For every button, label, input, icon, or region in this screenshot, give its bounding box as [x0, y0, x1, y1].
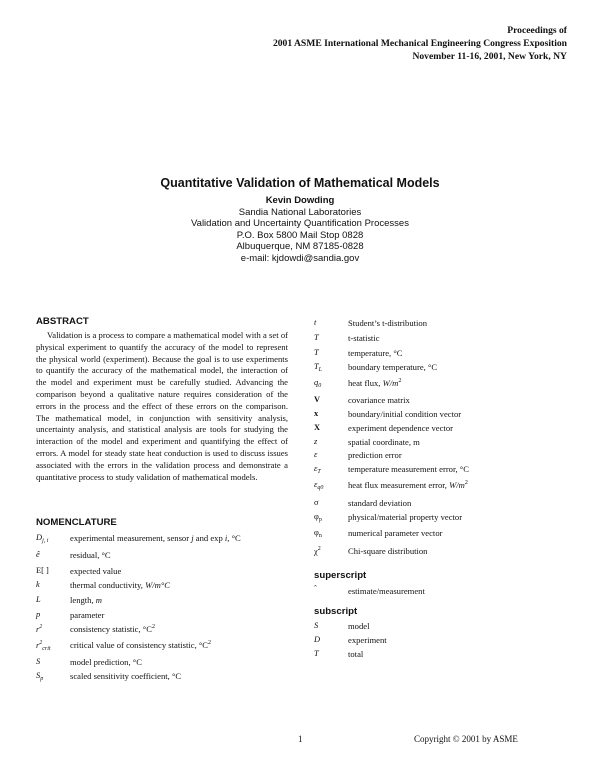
nom-symbol: $D_{j, i}$ [36, 533, 49, 544]
proceedings-header [273, 24, 567, 63]
nom-desc: total [348, 649, 364, 659]
nom-desc: covariance matrix [348, 395, 410, 405]
nom-desc: Student’s t-distribution [348, 318, 428, 328]
nom-symbol: $r^2_{crit}$ [36, 640, 51, 652]
nom-symbol: ε [314, 450, 318, 459]
nom-desc: standard deviation [348, 498, 412, 508]
nom-desc: Chi-square distribution [348, 546, 428, 556]
author-dept: Validation and Uncertainty Quantification Processes [191, 218, 409, 230]
nom-desc: residual, °C [70, 550, 111, 560]
nom-symbol: x [314, 409, 319, 418]
nom-desc: model [348, 621, 370, 631]
nom-desc: numerical parameter vector [348, 528, 443, 538]
abstract-text: Validation is a process to compare a mathematical model with a set of physical experiment to quantify the accuracy of the model to represent the physical world (experiment). Because the goal is to use experiments to quantify the accuracy of the mathematical model, the interaction of the model and experiment must be carefully studied. Advancing the comparison beyond a qualitative nature requires consideration of the errors in the process and the effect of these errors on the comparison. The mathematical model, in conjunction with sensitivity analysis, uncertainty analysis, and statistical analysis are tools for studying the interaction of the model and experiment and quantifying the effect of errors. A model for steady state heat conduction is used to discuss issues associated with the errors in the validation process and demonstrate a quantitative process to study validation of mathematical models. [36, 330, 288, 482]
nom-symbol: $\varepsilon_{q0}$ [314, 480, 324, 491]
nom-symbol: σ [314, 498, 319, 507]
nom-desc: estimate/measurement [348, 586, 425, 596]
proceedings-line-2: 2001 ASME International Mechanical Engineering Congress Exposition [272, 38, 567, 49]
nom-symbol: T [314, 649, 319, 658]
nom-symbol: k [36, 580, 40, 589]
nom-desc: parameter [70, 610, 105, 620]
abstract-heading: ABSTRACT [36, 316, 89, 327]
nomenclature-heading: NOMENCLATURE [36, 517, 117, 528]
copyright: Copyright © 2001 by ASME [414, 734, 518, 744]
nom-desc: length, m [70, 595, 102, 605]
page-number: 1 [298, 734, 303, 744]
nom-desc: model prediction, °C [70, 657, 142, 667]
author-name: Kevin Dowding [265, 195, 335, 206]
superscript-heading: superscript [314, 570, 367, 581]
author-block [0, 195, 600, 265]
nom-desc: experimental measurement, sensor j and exp i, °C [70, 533, 241, 543]
nom-desc: prediction error [348, 450, 402, 460]
author-org: Sandia National Laboratories [238, 206, 362, 218]
nom-desc: boundary temperature, °C [348, 362, 438, 372]
subscript-heading: subscript [314, 606, 358, 617]
nom-desc: temperature measurement error, °C [348, 464, 469, 474]
author-city: Albuquerque, NM 87185-0828 [236, 241, 364, 253]
nom-symbol: z [314, 437, 318, 446]
nom-symbol: D [314, 635, 321, 644]
author-email: e-mail: kjdowdi@sandia.gov [240, 252, 360, 264]
nom-desc: boundary/initial condition vector [348, 409, 462, 419]
nom-symbol: $q_0$ [314, 378, 322, 389]
nom-symbol: t [314, 318, 317, 327]
author-address: P.O. Box 5800 Mail Stop 0828 [236, 229, 364, 241]
paper-title: Quantitative Validation of Mathematical Models [160, 176, 440, 190]
nom-symbol: $T_L$ [314, 362, 323, 373]
nom-symbol: $\varepsilon_T$ [314, 464, 321, 475]
nom-desc: physical/material property vector [348, 512, 463, 522]
nom-symbol: $r^2$ [36, 624, 43, 634]
nom-desc: temperature, °C [348, 348, 403, 358]
nom-desc: experiment dependence vector [348, 423, 453, 433]
proceedings-line-3: November 11-16, 2001, New York, NY [412, 51, 567, 62]
nom-desc: heat flux, $W/m^2$ [348, 378, 402, 388]
nom-desc: spatial coordinate, m [348, 437, 420, 447]
nom-symbol: E[ ] [36, 566, 49, 575]
nom-desc: consistency statistic, $^\circ C^2$ [70, 624, 155, 634]
nom-symbol: $S_p$ [36, 671, 44, 682]
nom-symbol: $\chi^2$ [314, 546, 321, 556]
nom-desc: expected value [70, 566, 122, 576]
nom-desc: heat flux measurement error, $W/m^2$ [348, 480, 468, 490]
nom-symbol: T [314, 348, 319, 357]
nom-symbol: X [314, 423, 321, 432]
proceedings-line-1: Proceedings of [507, 25, 567, 36]
nom-symbol: ê [36, 550, 40, 559]
nom-symbol: $\varphi_p$ [314, 512, 322, 523]
nom-symbol: T [314, 333, 319, 342]
nom-desc: thermal conductivity, W/m°C [70, 580, 171, 590]
nom-symbol: p [36, 610, 41, 619]
nom-symbol: L [36, 595, 41, 604]
nom-symbol: $\varphi_n$ [314, 528, 322, 539]
nom-symbol: S [314, 621, 319, 630]
nom-desc: experiment [348, 635, 387, 645]
nom-desc: t-statistic [348, 333, 380, 343]
nom-desc: critical value of consistency statistic, $^\circ C^2$ [70, 640, 212, 650]
nom-symbol: S [36, 657, 41, 666]
nom-symbol: ˆ [314, 584, 317, 593]
nom-desc: scaled sensitivity coefficient, °C [70, 671, 182, 681]
nom-symbol: V [314, 395, 321, 404]
